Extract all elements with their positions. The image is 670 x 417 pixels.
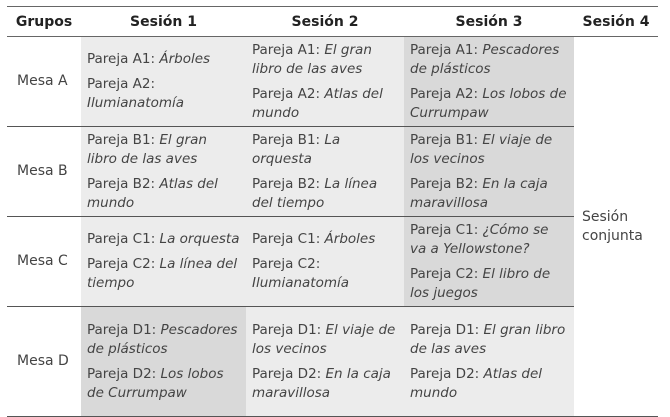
pair-assignment <box>410 221 568 259</box>
pair-label: Pareja C1: <box>252 231 321 247</box>
session-cell <box>81 127 246 217</box>
pair-label: Pareja A2: <box>252 85 321 102</box>
session-cell <box>246 37 404 127</box>
header-session-1: Sesión 1 <box>81 7 246 37</box>
header-session-4: Sesión 4 <box>574 7 658 37</box>
pair-label: Pareja B2: <box>410 175 479 192</box>
book-title: Atlas del mundo <box>252 85 383 121</box>
book-title: El viaje de los vecinos <box>252 321 396 357</box>
pair-assignment <box>87 131 240 169</box>
header-groups: Grupos <box>7 7 81 37</box>
book-title: La orquesta <box>159 231 240 247</box>
pair-label: Pareja B1: <box>87 131 156 148</box>
book-title: Los lobos de Currumpaw <box>410 85 567 121</box>
pair-assignment <box>87 75 240 113</box>
header-row <box>7 7 658 37</box>
pair-label: Pareja C1: <box>410 221 479 238</box>
pair-label: Pareja A1: <box>252 41 321 58</box>
book-title: El viaje de los vecinos <box>410 131 553 167</box>
pair-assignment <box>87 255 240 293</box>
book-title: El gran libro de las aves <box>252 41 372 77</box>
pair-label: Pareja D2: <box>410 365 480 382</box>
book-title: Pescadores de plásticos <box>87 321 238 357</box>
table-row <box>7 127 658 217</box>
pair-label: Pareja A1: <box>410 41 479 58</box>
session-cell <box>246 307 404 417</box>
book-title: La línea del tiempo <box>252 175 378 211</box>
session-cell <box>81 217 246 307</box>
book-title: La orquesta <box>252 131 341 167</box>
pair-label: Pareja B2: <box>87 175 156 192</box>
session-cell <box>404 307 574 417</box>
session-cell <box>81 37 246 127</box>
session-cell <box>404 37 574 127</box>
session-cell <box>404 127 574 217</box>
group-label: Mesa A <box>7 37 81 127</box>
group-label: Mesa B <box>7 127 81 217</box>
pair-label: Pareja A2: <box>410 85 479 102</box>
pair-assignment <box>410 175 568 213</box>
pair-assignment <box>252 41 398 79</box>
pair-label: Pareja C1: <box>87 231 156 247</box>
pair-label: Pareja D1: <box>252 321 322 338</box>
pair-label: Pareja B1: <box>410 131 479 148</box>
book-title: ¿Cómo se va a Yellowstone? <box>410 221 549 257</box>
pair-assignment <box>410 85 568 123</box>
session-cell <box>246 217 404 307</box>
book-title: La línea del tiempo <box>87 256 238 291</box>
pair-assignment <box>87 175 240 213</box>
pair-assignment <box>410 41 568 79</box>
pair-assignment <box>87 321 240 359</box>
session-cell <box>246 127 404 217</box>
pair-label: Pareja D2: <box>87 365 157 382</box>
book-title: El gran libro de las aves <box>410 321 566 357</box>
book-title: El gran libro de las aves <box>87 131 207 167</box>
pair-assignment <box>87 230 240 249</box>
pair-label: Pareja D2: <box>252 365 322 382</box>
pair-label: Pareja A1: <box>87 51 156 67</box>
table-row <box>7 37 658 127</box>
session-cell <box>81 307 246 417</box>
book-title: Los lobos de Currumpaw <box>87 365 224 401</box>
pair-assignment <box>410 365 568 403</box>
pair-assignment <box>410 321 568 359</box>
pair-assignment <box>252 255 398 293</box>
book-title: Pescadores de plásticos <box>410 41 560 77</box>
pair-assignment <box>252 131 398 169</box>
group-label: Mesa C <box>7 217 81 307</box>
book-title: Árboles <box>159 51 211 67</box>
table-row <box>7 217 658 307</box>
table-row <box>7 307 658 417</box>
pair-label: Pareja D1: <box>410 321 480 338</box>
pair-assignment <box>87 365 240 403</box>
book-title: Ilumianatomía <box>87 95 185 111</box>
pair-label: Pareja C2: <box>252 256 321 272</box>
book-title: El libro de los juegos <box>410 265 551 301</box>
pair-assignment <box>252 175 398 213</box>
pair-label: Pareja D1: <box>87 321 157 338</box>
book-title: Atlas del mundo <box>410 365 543 401</box>
header-session-2: Sesión 2 <box>246 7 404 37</box>
pair-assignment <box>252 230 398 249</box>
pair-label: Pareja A2: <box>87 76 156 92</box>
pair-assignment <box>252 365 398 403</box>
pair-label: Pareja B2: <box>252 175 321 192</box>
book-title: En la caja maravillosa <box>252 365 391 401</box>
session-4-joint-cell: Sesión conjunta <box>574 37 658 417</box>
pair-assignment <box>410 265 568 303</box>
pair-label: Pareja C2: <box>410 265 479 282</box>
pair-assignment <box>252 85 398 123</box>
group-label: Mesa D <box>7 307 81 417</box>
book-title: Atlas del mundo <box>87 175 218 211</box>
session-cell <box>404 217 574 307</box>
header-session-3: Sesión 3 <box>404 7 574 37</box>
pair-assignment <box>87 50 240 69</box>
pair-label: Pareja C2: <box>87 256 156 272</box>
book-title: Ilumianatomía <box>252 275 350 291</box>
pair-assignment <box>252 321 398 359</box>
book-title: Árboles <box>324 231 376 247</box>
book-title: En la caja maravillosa <box>410 175 548 211</box>
pair-assignment <box>410 131 568 169</box>
pair-label: Pareja B1: <box>252 131 321 148</box>
session-schedule-table <box>7 6 658 417</box>
